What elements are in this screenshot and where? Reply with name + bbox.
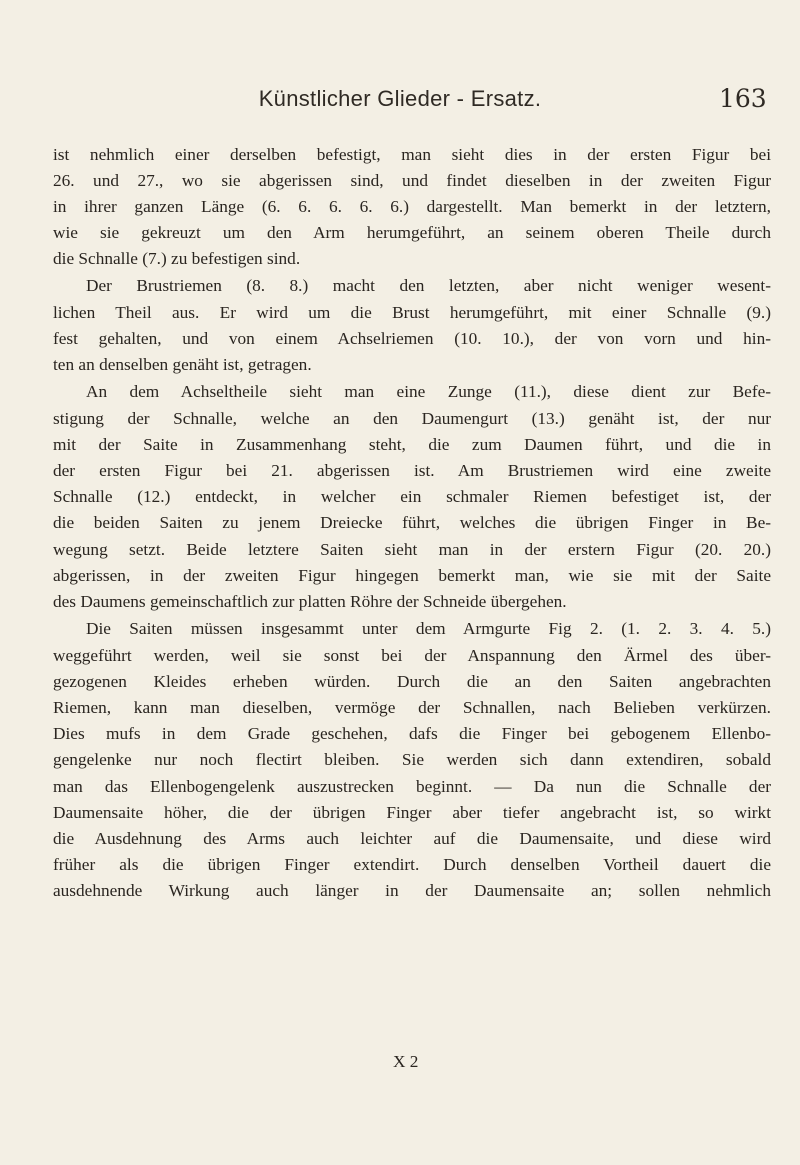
text-line: des Daumens gemeinschaftlich zur platten Röhre der Schneide übergehen. [53,592,567,611]
text-line: Riemen, kann man dieselben, vermöge der Schnallen, nach Belieben verkürzen. [53,698,771,717]
running-header-title: Künstlicher Glieder - Ersatz. [258,86,542,111]
text-line: ten an denselben genäht ist, getragen. [53,355,312,374]
text-line: Daumensaite höher, die der übrigen Finger aber tiefer angebracht ist, so wirkt [53,803,771,822]
text-line: ausdehnende Wirkung auch länger in der Daumensaite an; sollen nehmlich [53,881,771,900]
text-line: Dies mufs in dem Grade geschehen, dafs die Finger bei gebogenem Ellenbo- [53,724,771,743]
text-line: die Ausdehnung des Arms auch leichter auf die Daumensaite, und diese wird [53,829,771,848]
text-line: fest gehalten, und von einem Achselriemen (10. 10.), der von vorn und hin- [53,329,771,348]
text-line: wie sie gekreuzt um den Arm herumgeführt, an seinem oberen Theile durch [53,223,771,242]
text-line: abgerissen, in der zweiten Figur hingegen bemerkt man, wie sie mit der Saite [53,566,771,585]
text-line: man das Ellenbogengelenk auszustrecken beginnt. — Da nun die Schnalle der [53,777,771,796]
text-line: ist nehmlich einer derselben befestigt, man sieht dies in der ersten Figur bei [53,145,771,164]
text-line: die beiden Saiten zu jenem Dreiecke führt, welches die übrigen Finger in Be- [53,513,771,532]
page-number: 163 [719,84,767,113]
text-line: stigung der Schnalle, welche an den Daumengurt (13.) genäht ist, der nur [53,409,771,428]
text-line: Schnalle (12.) entdeckt, in welcher ein schmaler Riemen befestiget ist, der [53,487,771,506]
text-line: gengelenke nur noch flectirt bleiben. Sie werden sich dann extendiren, sobald [53,750,771,769]
text-line: früher als die übrigen Finger extendirt. Durch denselben Vortheil dauert die [53,855,771,874]
text-line: lichen Theil aus. Er wird um die Brust herumgeführt, mit einer Schnalle (9.) [53,303,771,322]
text-line: in ihrer ganzen Länge (6. 6. 6. 6. 6.) dargestellt. Man bemerkt in der letztern, [53,197,771,216]
text-line: 26. und 27., wo sie abgerissen sind, und findet dieselben in der zweiten Figur [53,171,771,190]
text-line: die Schnalle (7.) zu befestigen sind. [53,249,301,268]
signature-mark: X 2 [393,1052,419,1071]
text-line: Der Brustriemen (8. 8.) macht den letzten, aber nicht weniger wesent- [86,276,771,295]
text-line: wegung setzt. Beide letztere Saiten sieht man in der erstern Figur (20. 20.) [53,540,771,559]
text-line: Die Saiten müssen insgesammt unter dem Armgurte Fig 2. (1. 2. 3. 4. 5.) [86,619,771,638]
text-line: gezogenen Kleides erheben würden. Durch die an den Saiten angebrachten [53,672,771,691]
text-line: weggeführt werden, weil sie sonst bei der Anspannung den Ärmel des über- [53,646,771,665]
text-line: der ersten Figur bei 21. abgerissen ist. Am Brustriemen wird eine zweite [53,461,771,480]
text-line: An dem Achseltheile sieht man eine Zunge (11.), diese dient zur Befe- [86,382,771,401]
text-line: mit der Saite in Zusammenhang steht, die zum Daumen führt, und die in [53,435,771,454]
